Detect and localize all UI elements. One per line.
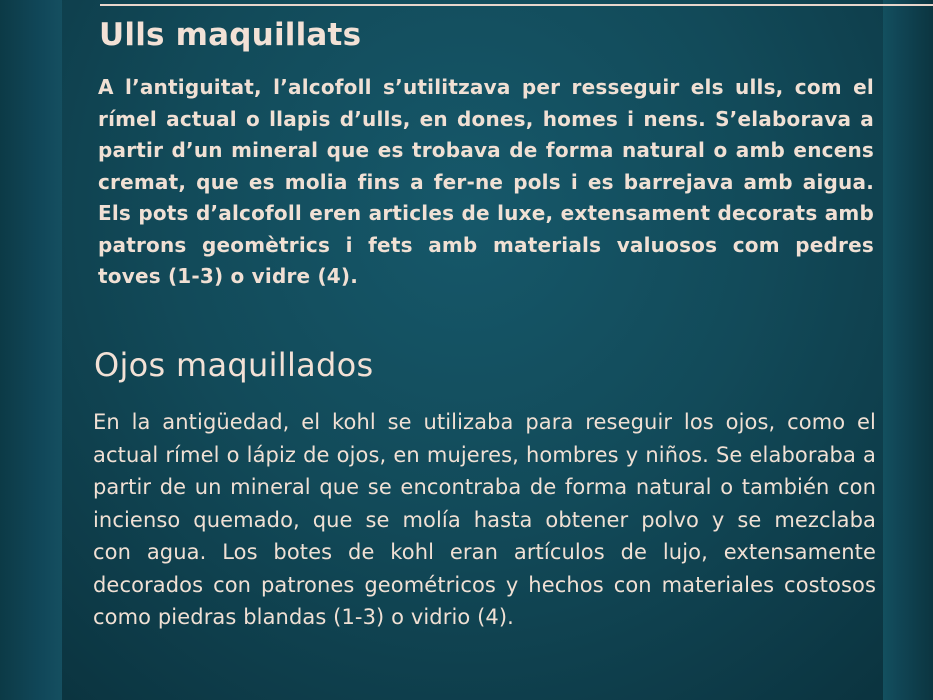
spanish-line: como piedras blandas (1-3) o vidrio (4). bbox=[93, 605, 514, 629]
catalan-heading: Ulls maquillats bbox=[99, 17, 362, 53]
spanish-line: En la antigüedad, el kohl se utilizaba para reseguir los ojos, como el bbox=[93, 410, 876, 434]
panel-left-edge bbox=[0, 0, 62, 700]
catalan-line: partir d’un mineral que es trobava de forma natural o amb encens bbox=[98, 138, 874, 162]
catalan-line: toves (1-3) o vidre (4). bbox=[98, 264, 359, 288]
spanish-line: con agua. Los botes de kohl eran artículos de lujo, extensamente bbox=[93, 540, 876, 564]
catalan-line: Els pots d’alcofoll eren articles de luxe, extensament decorats amb bbox=[98, 201, 874, 225]
panel-right-edge bbox=[883, 0, 933, 700]
spanish-line: incienso quemado, que se molía hasta obtener polvo y se mezclaba bbox=[93, 507, 876, 532]
spanish-heading: Ojos maquillados bbox=[94, 346, 374, 384]
spanish-line: decorados con patrones geométricos y hechos con materiales costosos bbox=[93, 572, 876, 597]
catalan-line: cremat, que es molia fins a fer-ne pols i es barrejava amb aigua. bbox=[98, 169, 874, 194]
catalan-line: A l’antiguitat, l’alcofoll s’utilitzava per resseguir els ulls, com el bbox=[98, 75, 874, 99]
spanish-line: partir de un mineral que se encontraba de forma natural o también con bbox=[93, 475, 876, 499]
spanish-paragraph bbox=[93, 406, 876, 634]
spanish-line: actual rímel o lápiz de ojos, en mujeres, hombres y niños. Se elaboraba a bbox=[93, 442, 876, 467]
catalan-line: rímel actual o llapis d’ulls, en dones, homes i nens. S’elaborava a bbox=[98, 106, 874, 131]
top-divider-line bbox=[100, 4, 933, 6]
catalan-paragraph bbox=[98, 72, 874, 293]
catalan-line: patrons geomètrics i fets amb materials valuosos com pedres bbox=[98, 232, 874, 257]
